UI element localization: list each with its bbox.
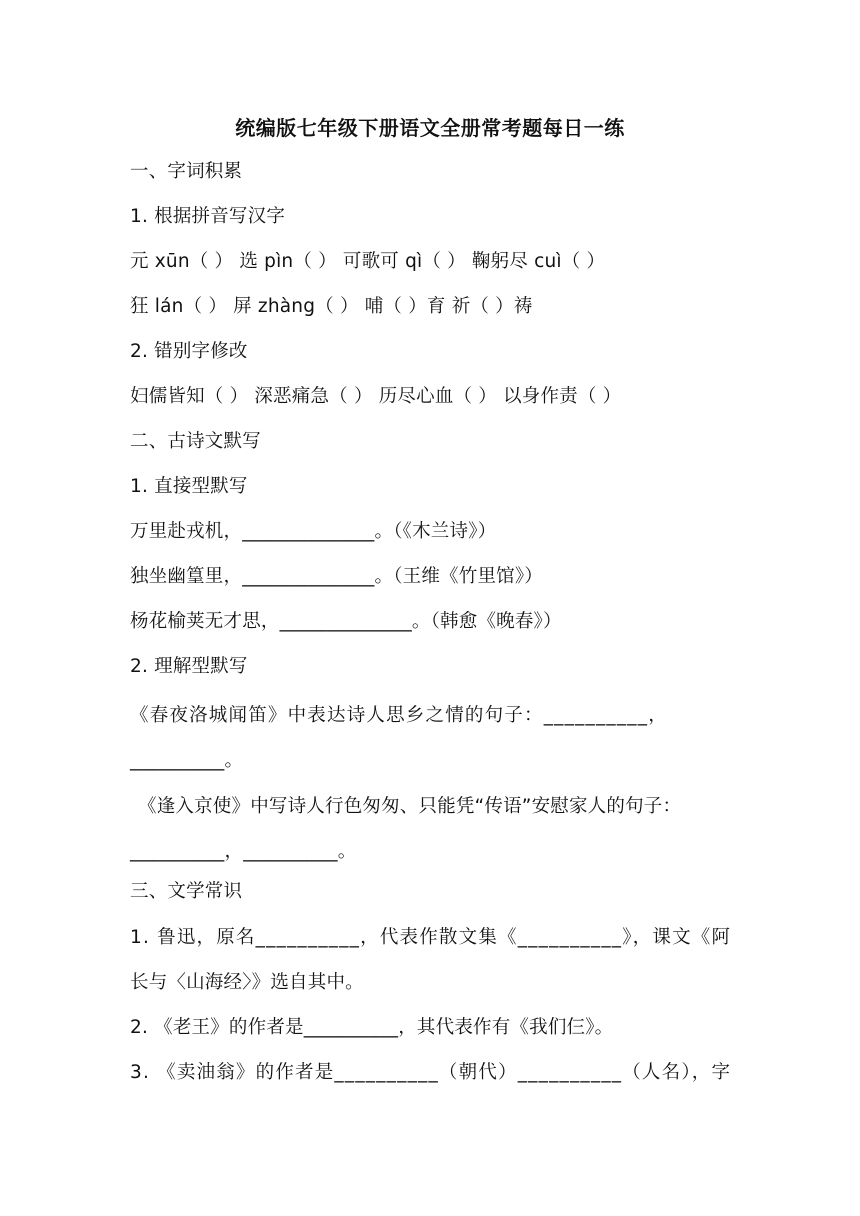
- subsection-direct-recitation: 1. 直接型默写: [130, 476, 248, 497]
- subsection-pinyin: 1. 根据拼音写汉字: [130, 206, 286, 227]
- recitation-item-3: 杨花榆荚无才思，______________。（韩愈《晚春》）: [130, 611, 562, 632]
- pinyin-row-2: 狂 lán（ ） 屏 zhàng（ ） 哺（ ）育 祈（ ）祷: [130, 296, 533, 317]
- section-heading-literature: 三、文学常识: [130, 881, 243, 902]
- section-heading-poetry: 二、古诗文默写: [130, 431, 261, 452]
- literature-item-1-line-2: 长与〈山海经〉》选自其中。: [130, 972, 364, 993]
- subsection-typo-correction: 2. 错别字修改: [130, 341, 248, 362]
- recitation-item-2: 独坐幽篁里，______________。（王维《竹里馆》）: [130, 566, 544, 587]
- pinyin-row-1: 元 xūn（ ） 选 pìn（ ） 可歌可 qì（ ） 鞠躬尽 cuì（ ）: [130, 251, 606, 272]
- comprehension-item-2-line-2: __________，__________。: [130, 841, 357, 862]
- page-title: 统编版七年级下册语文全册常考题每日一练: [235, 116, 625, 140]
- recitation-item-1: 万里赴戎机，______________。（《木兰诗》）: [130, 521, 497, 542]
- comprehension-item-2-line-1: 《逢入京使》中写诗人行色匆匆、只能凭“传语”安慰家人的句子：: [138, 796, 682, 817]
- literature-item-2: 2. 《老王》的作者是__________，其代表作有《我们仨》。: [130, 1017, 614, 1038]
- subsection-comprehension-recitation: 2. 理解型默写: [130, 656, 248, 677]
- comprehension-item-1-line-2: __________。: [130, 750, 244, 771]
- section-heading-vocabulary: 一、字词积累: [130, 161, 243, 182]
- literature-item-1-line-1: 1. 鲁迅，原名__________，代表作散文集《__________》，课文《阿: [130, 927, 732, 948]
- typo-row: 妇儒皆知（ ） 深恶痛急（ ） 历尽心血（ ） 以身作责（ ）: [130, 386, 622, 407]
- literature-item-3: 3. 《卖油翁》的作者是__________（朝代）__________（人名），字: [130, 1062, 732, 1083]
- comprehension-item-1-line-1: 《春夜洛城闻笛》中表达诗人思乡之情的句子：__________，: [130, 705, 668, 726]
